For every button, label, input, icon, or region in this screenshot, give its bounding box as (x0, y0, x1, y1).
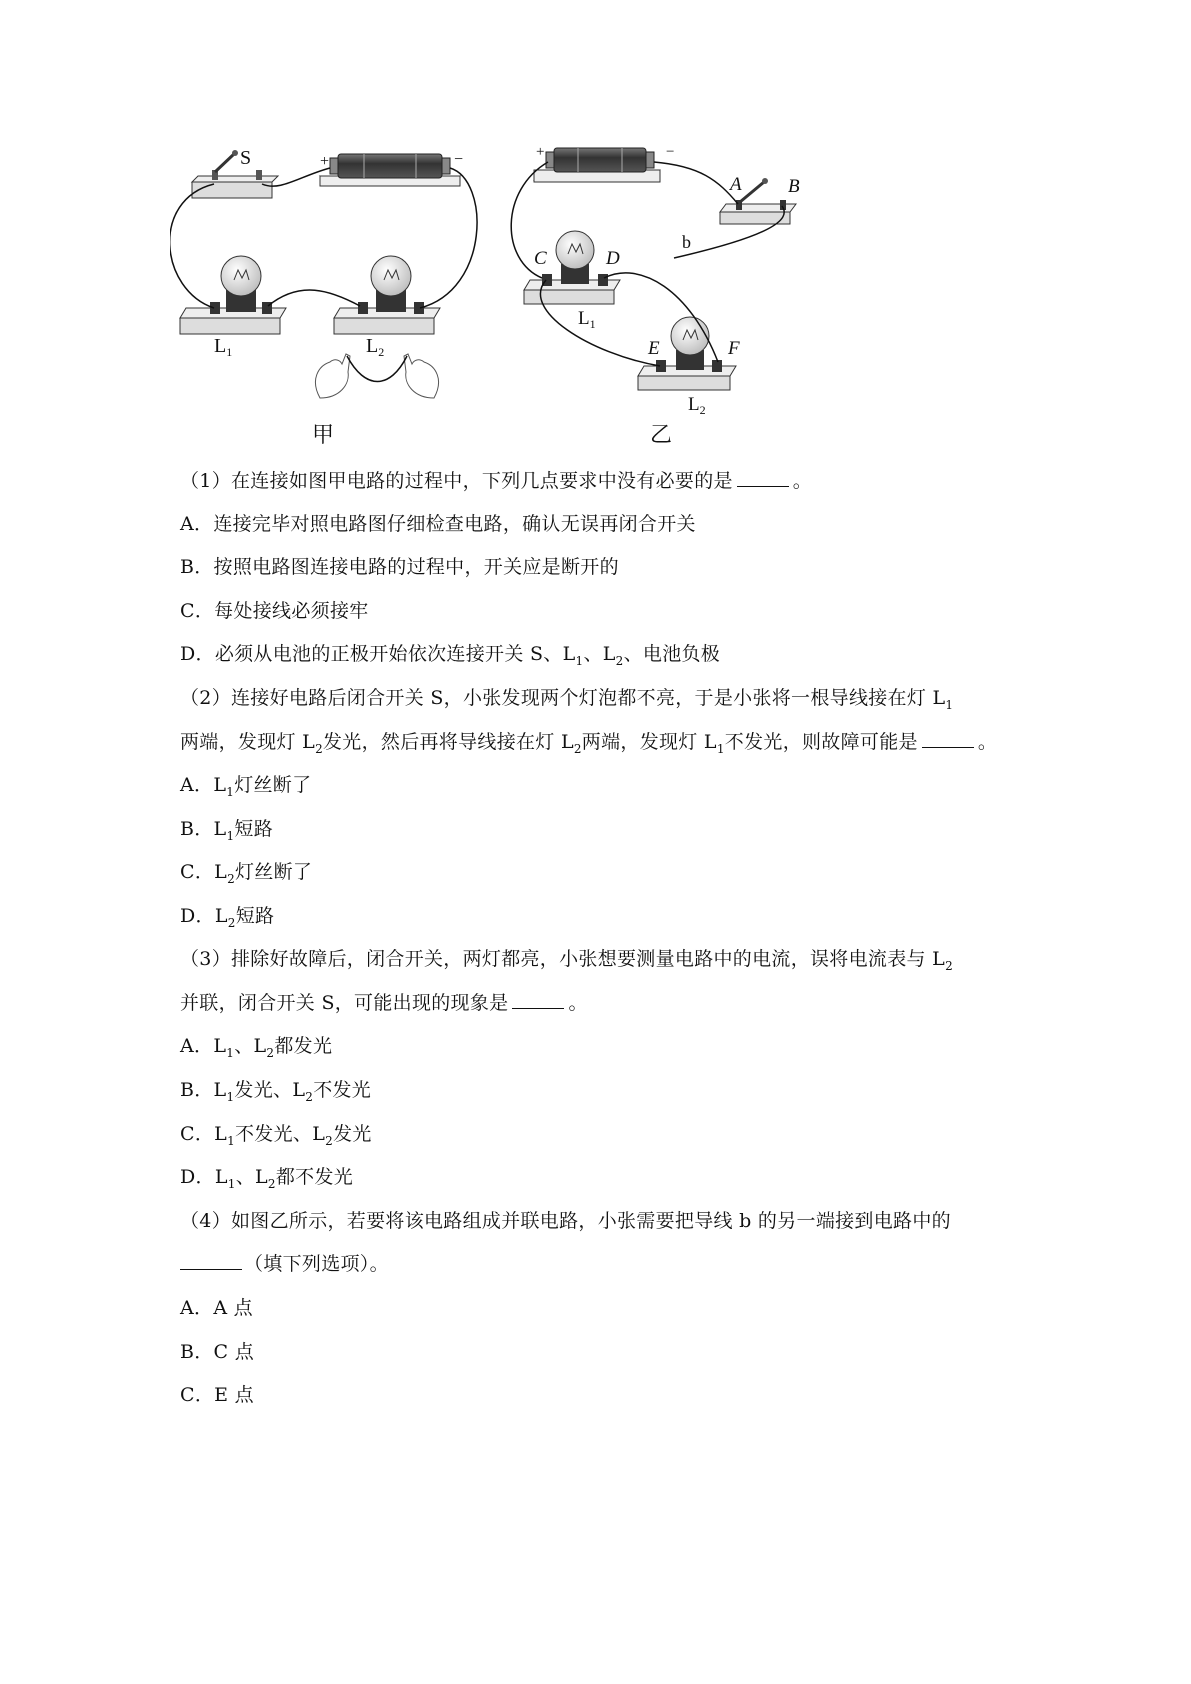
battery-minus-label: − (454, 151, 464, 168)
q4-answer-blank[interactable] (180, 1253, 242, 1270)
point-c-label: C (534, 248, 547, 269)
q1-option-a: A．连接完毕对照电路图仔细检查电路，确认无误再闭合开关 (180, 513, 696, 535)
figure-yi-caption: 乙 (650, 422, 673, 447)
q4-stem-line2: （填下列选项）。 (180, 1249, 389, 1276)
hands-with-wire (315, 354, 438, 398)
q1-stem: （1）在连接如图甲电路的过程中，下列几点要求中没有必要的是 。 (180, 470, 813, 492)
lamp-l2-yi-label: $L_2$ (688, 394, 706, 417)
q4-option-b: B．C 点 (180, 1341, 255, 1363)
q2-stem-line2: 两端，发现灯 $L_2$发光，然后再将导线接在灯 $L_2$两端，发现灯 $L_1$不发光，则故障可能是 。 (180, 731, 998, 756)
point-d-label: D (606, 248, 620, 269)
wires-yi (511, 162, 784, 366)
point-a-label: A (730, 174, 742, 195)
q2-stem-line1: （2）连接好电路后闭合开关 S，小张发现两个灯泡都不亮，于是小张将一根导线接在灯 $L_1$ (180, 687, 954, 712)
q4-option-c: C．E 点 (180, 1384, 254, 1406)
q3-stem-line1: （3）排除好故障后，闭合开关，两灯都亮，小张想要测量电路中的电流，误将电流表与 $L_2$ (180, 948, 953, 973)
q3-option-c: C．$L_1$不发光、$L_2$发光 (180, 1123, 372, 1148)
q4-stem-line1: （4）如图乙所示，若要将该电路组成并联电路，小张需要把导线 b 的另一端接到电路中的 (180, 1210, 951, 1232)
q3-option-a: A．$L_1$、$L_2$都发光 (180, 1035, 333, 1060)
lamp-l2-jia (334, 256, 440, 334)
lamp-l1-yi-label: $L_1$ (578, 308, 596, 331)
switch-s (192, 150, 278, 198)
q1-answer-blank[interactable] (737, 470, 789, 487)
battery-yi (534, 148, 660, 182)
lamp-l1-label: $L_1$ (214, 335, 233, 359)
q3-option-d: D．$L_1$、$L_2$都不发光 (180, 1166, 354, 1191)
battery-yi-plus-label: + (536, 144, 545, 160)
point-e-label: E (648, 338, 660, 359)
q4-option-a: A．A 点 (180, 1297, 253, 1319)
q2-option-d: D．$L_2$短路 (180, 905, 275, 930)
circuit-figures (170, 140, 890, 485)
q2-option-b: B．$L_1$短路 (180, 818, 274, 843)
figure-jia (170, 147, 477, 447)
battery-yi-minus-label: − (666, 144, 675, 160)
lamp-l2-label: $L_2$ (366, 335, 385, 359)
q2-option-a: A．$L_1$灯丝断了 (180, 774, 312, 799)
battery-jia (320, 154, 460, 186)
lamp-l1-jia (180, 256, 286, 334)
q3-option-b: B．$L_1$发光、$L_2$不发光 (180, 1079, 372, 1104)
q3-answer-blank[interactable] (512, 992, 564, 1009)
point-f-label: F (728, 338, 740, 359)
q3-stem-line2: 并联，闭合开关 S，可能出现的现象是 。 (180, 992, 588, 1014)
q2-option-c: C．$L_2$灯丝断了 (180, 861, 313, 886)
q2-answer-blank[interactable] (922, 731, 974, 748)
figure-jia-caption: 甲 (312, 422, 335, 447)
q1-option-b: B．按照电路图连接电路的过程中，开关应是断开的 (180, 556, 619, 578)
wire-b-label: b (682, 232, 691, 252)
figure-yi (511, 144, 800, 447)
battery-plus-label: + (320, 153, 330, 170)
switch-label: S (240, 147, 252, 169)
point-b-label: B (788, 176, 800, 197)
q1-option-d: D．必须从电池的正极开始依次连接开关 S、$L_1$、$L_2$、电池负极 (180, 643, 721, 668)
q1-option-c: C．每处接线必须接牢 (180, 600, 369, 622)
